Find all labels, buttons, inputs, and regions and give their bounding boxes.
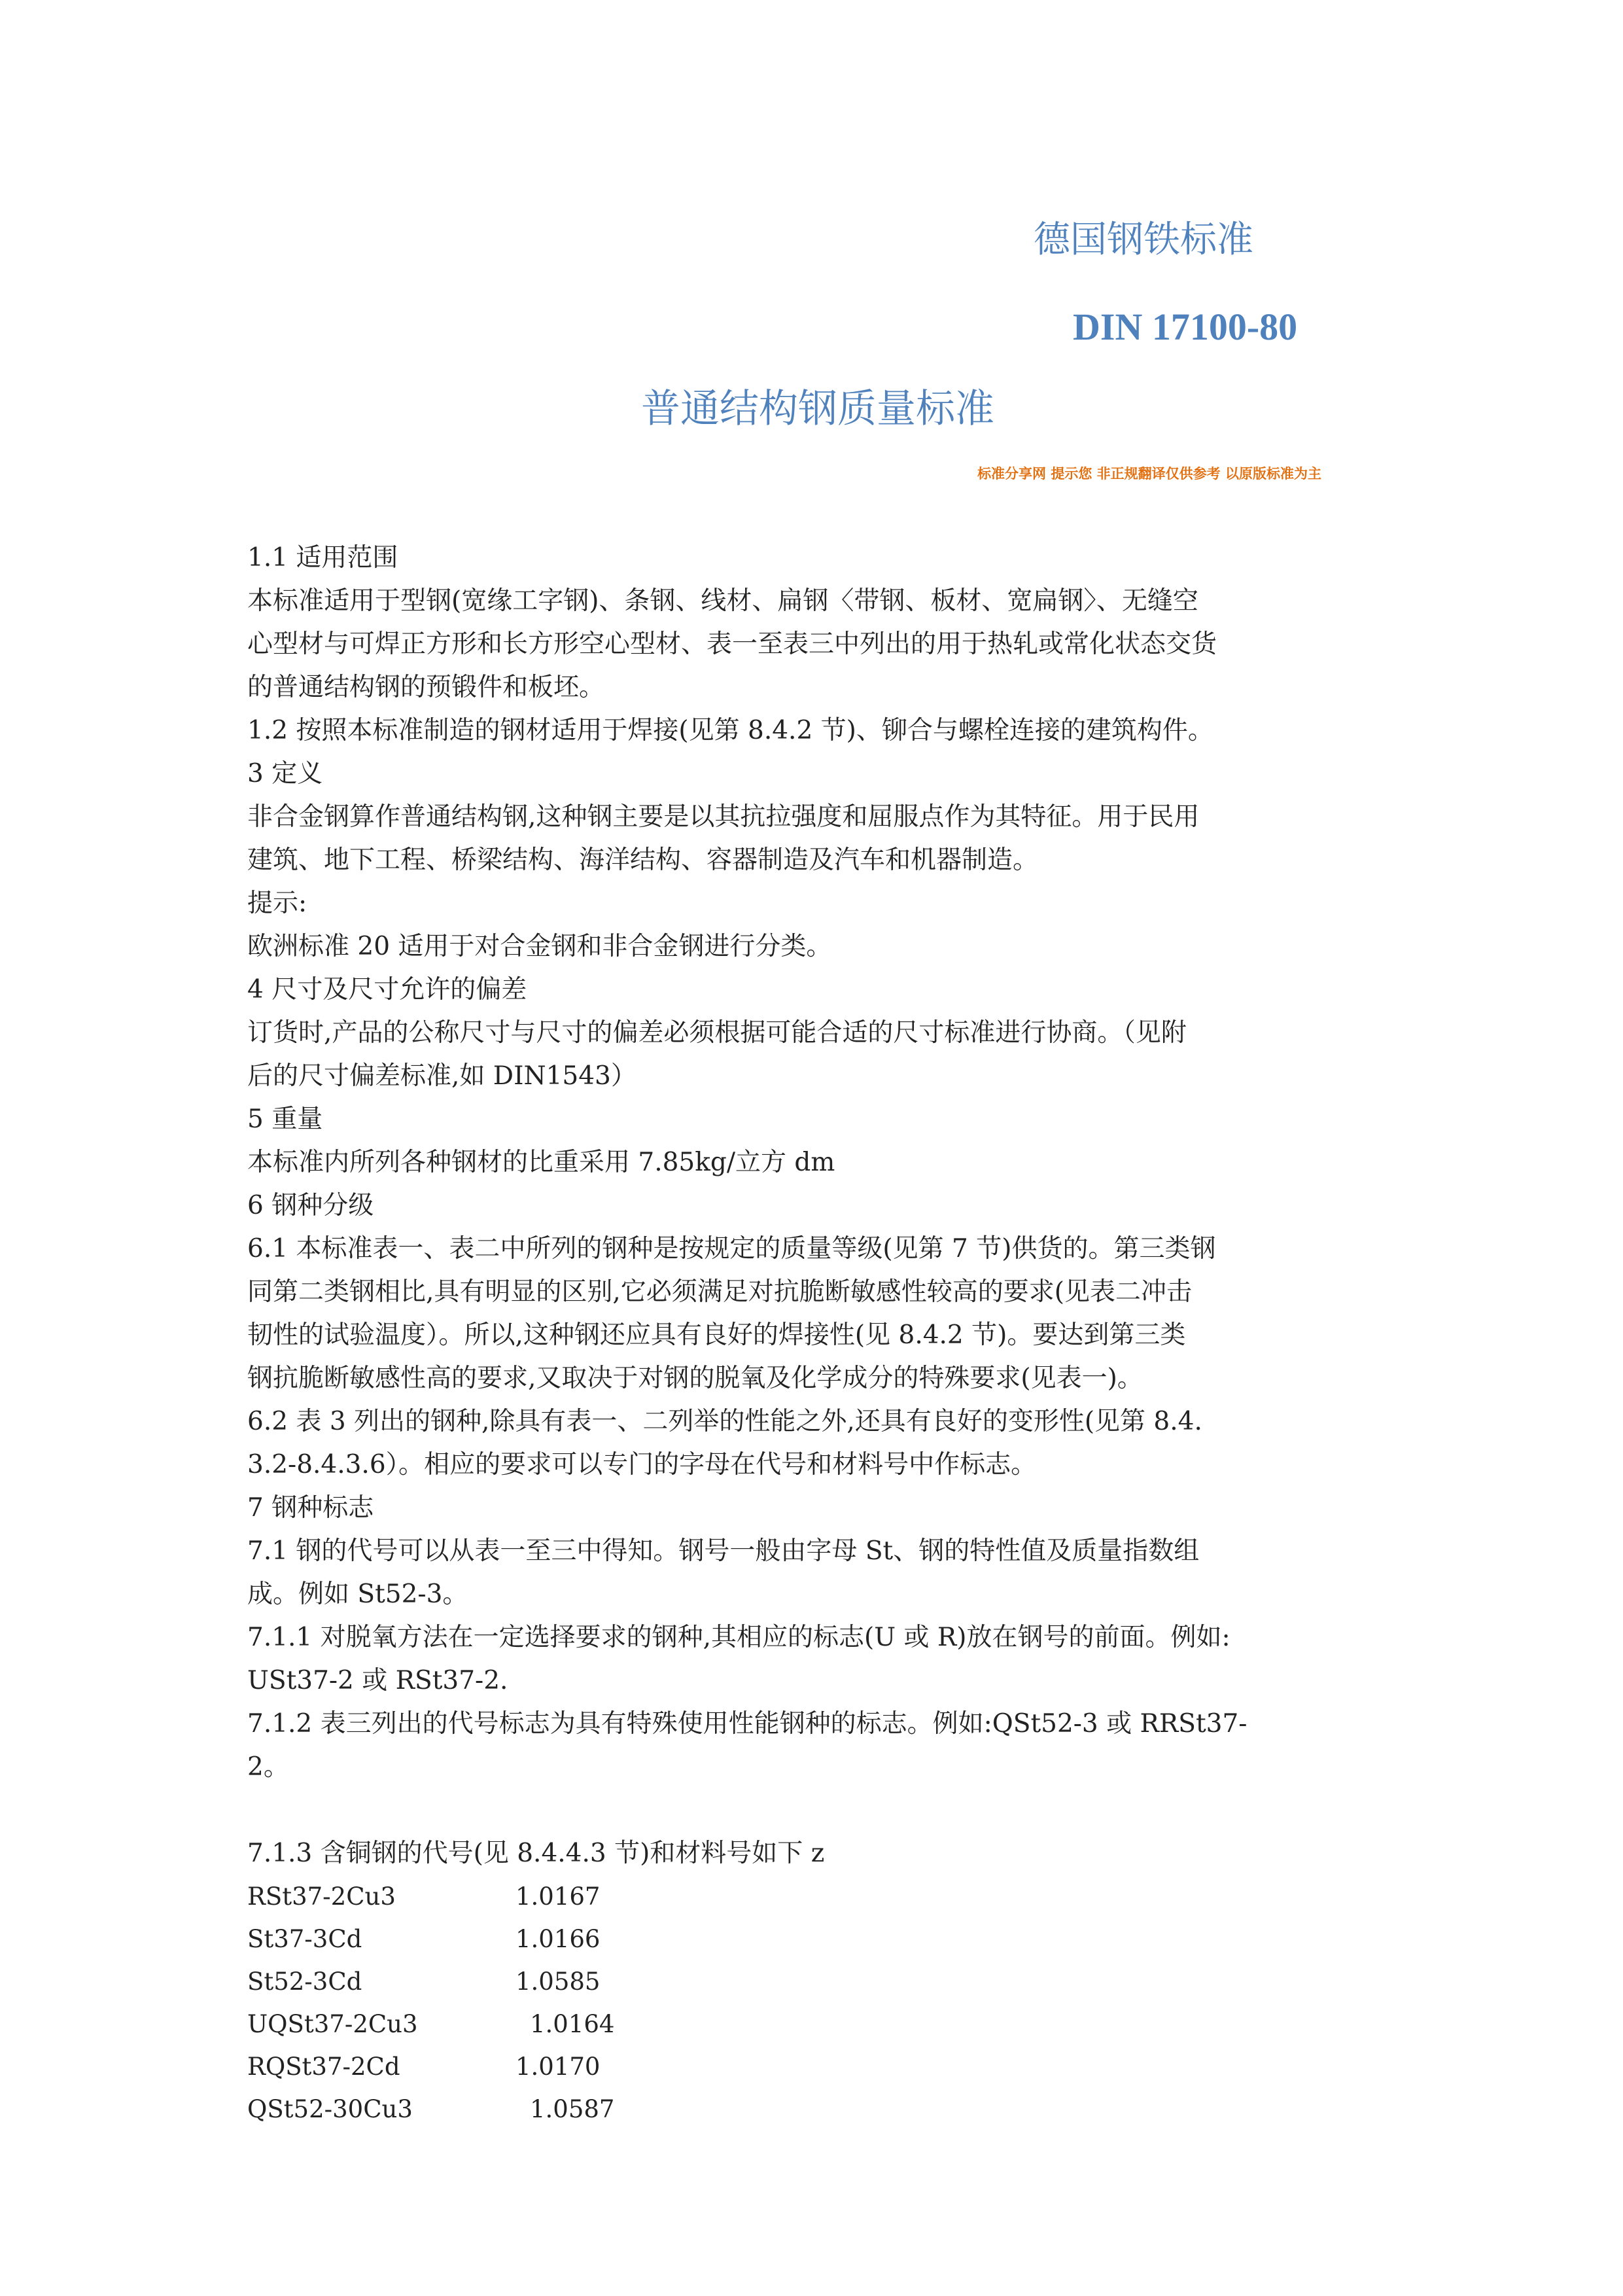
title-country: 德国钢铁标准 [1034,219,1253,261]
section-heading: 1.1 适用范围 [247,543,398,573]
note-label: 提示: [247,889,307,918]
steel-code: St37-3Cd [247,1925,362,1953]
paragraph-line: 后的尺寸偏差标准,如 DIN1543） [247,1061,637,1091]
paragraph-line: 3.2-8.4.3.6）。相应的要求可以专门的字母在代号和材料号中作标志。 [247,1450,1037,1479]
section-heading: 5 重量 [247,1104,323,1134]
copper-steel-row [247,1960,1392,2003]
copper-steel-row [247,2003,1392,2045]
paragraph-line: 的普通结构钢的预锻件和板坯。 [247,673,605,702]
paragraph-line: USt37-2 或 RSt37-2. [247,1666,508,1695]
copper-steel-row [247,1875,1392,1918]
paragraph-line: 1.2 按照本标准制造的钢材适用于焊接(见第 8.4.2 节)、铆合与螺栓连接的建筑构件。 [247,716,1213,745]
paragraph-line: 7.1.2 表三列出的代号标志为具有特殊使用性能钢种的标志。例如:QSt52-3 或 RRSt37- [247,1709,1248,1739]
paragraph-line: 非合金钢算作普通结构钢,这种钢主要是以其抗拉强度和屈服点作为其特征。用于民用 [247,802,1200,832]
paragraph-line: 欧洲标准 20 适用于对合金钢和非合金钢进行分类。 [247,932,832,961]
paragraph-line: 7.1.1 对脱氧方法在一定选择要求的钢种,其相应的标志(U 或 R)放在钢号的前面。例如: [247,1623,1230,1652]
material-number: 1.0166 [515,1925,601,1953]
paragraph-line: 6.2 表 3 列出的钢种,除具有表一、二列举的性能之外,还具有良好的变形性(见第 8.4. [247,1407,1202,1436]
section-heading: 4 尺寸及尺寸允许的偏差 [247,975,527,1004]
blank-line [247,1789,1392,1832]
section-heading: 3 定义 [247,759,323,788]
paragraph-line: 建筑、地下工程、桥梁结构、海洋结构、容器制造及汽车和机器制造。 [247,845,1039,875]
paragraph-line: 成。例如 St52-3。 [247,1580,468,1609]
section-heading: 6 钢种分级 [247,1191,374,1220]
paragraph-line: 6.1 本标准表一、表二中所列的钢种是按规定的质量等级(见第 7 节)供货的。第三类钢 [247,1234,1216,1263]
material-number: 1.0164 [530,2010,615,2038]
steel-code: QSt52-30Cu3 [247,2095,413,2123]
standard-code: DIN 17100-80 [1073,306,1298,348]
paragraph-line: 本标准适用于型钢(宽缘工字钢)、条钢、线材、扁钢〈带钢、板材、宽扁钢〉、无缝空 [247,586,1198,616]
paragraph-line: 本标准内所列各种钢材的比重采用 7.85kg/立方 dm [247,1148,835,1177]
copper-steel-row [247,1918,1392,1960]
paragraph-line: 同第二类钢相比,具有明显的区别,它必须满足对抗脆断敏感性较高的要求(见表二冲击 [247,1277,1193,1307]
paragraph-line: 韧性的试验温度）。所以,这种钢还应具有良好的焊接性(见 8.4.2 节)。要达到第三类 [247,1320,1186,1350]
copper-steel-row [247,2088,1392,2130]
copper-steel-heading: 7.1.3 含铜钢的代号(见 8.4.4.3 节)和材料号如下 z [247,1839,825,1868]
steel-code: RQSt37-2Cd [247,2053,400,2081]
steel-code: RSt37-2Cu3 [247,1882,396,1911]
material-number: 1.0170 [515,2053,601,2081]
material-number: 1.0585 [515,1968,601,1996]
paragraph-line: 2。 [247,1752,289,1782]
material-number: 1.0167 [515,1882,601,1911]
source-note: 标准分享网 提示您 非正规翻译仅供参考 以原版标准为主 [977,466,1321,482]
material-number: 1.0587 [530,2095,615,2123]
document-title: 普通结构钢质量标准 [641,386,994,432]
steel-code: UQSt37-2Cu3 [247,2010,418,2038]
paragraph-line: 订货时,产品的公称尺寸与尺寸的偏差必须根据可能合适的尺寸标准进行协商。（见附 [247,1018,1187,1048]
steel-code: St52-3Cd [247,1968,362,1996]
copper-steel-list [247,1875,1392,2130]
paragraph-line: 心型材与可焊正方形和长方形空心型材、表一至表三中列出的用于热轧或常化状态交货 [247,629,1217,659]
copper-steel-row [247,2045,1392,2088]
paragraph-line: 钢抗脆断敏感性高的要求,又取决于对钢的脱氧及化学成分的特殊要求(见表一)。 [247,1364,1143,1393]
document-body [247,537,1392,2130]
section-heading: 7 钢种标志 [247,1493,374,1523]
paragraph-line: 7.1 钢的代号可以从表一至三中得知。钢号一般由字母 St、钢的特性值及质量指数组 [247,1536,1200,1566]
